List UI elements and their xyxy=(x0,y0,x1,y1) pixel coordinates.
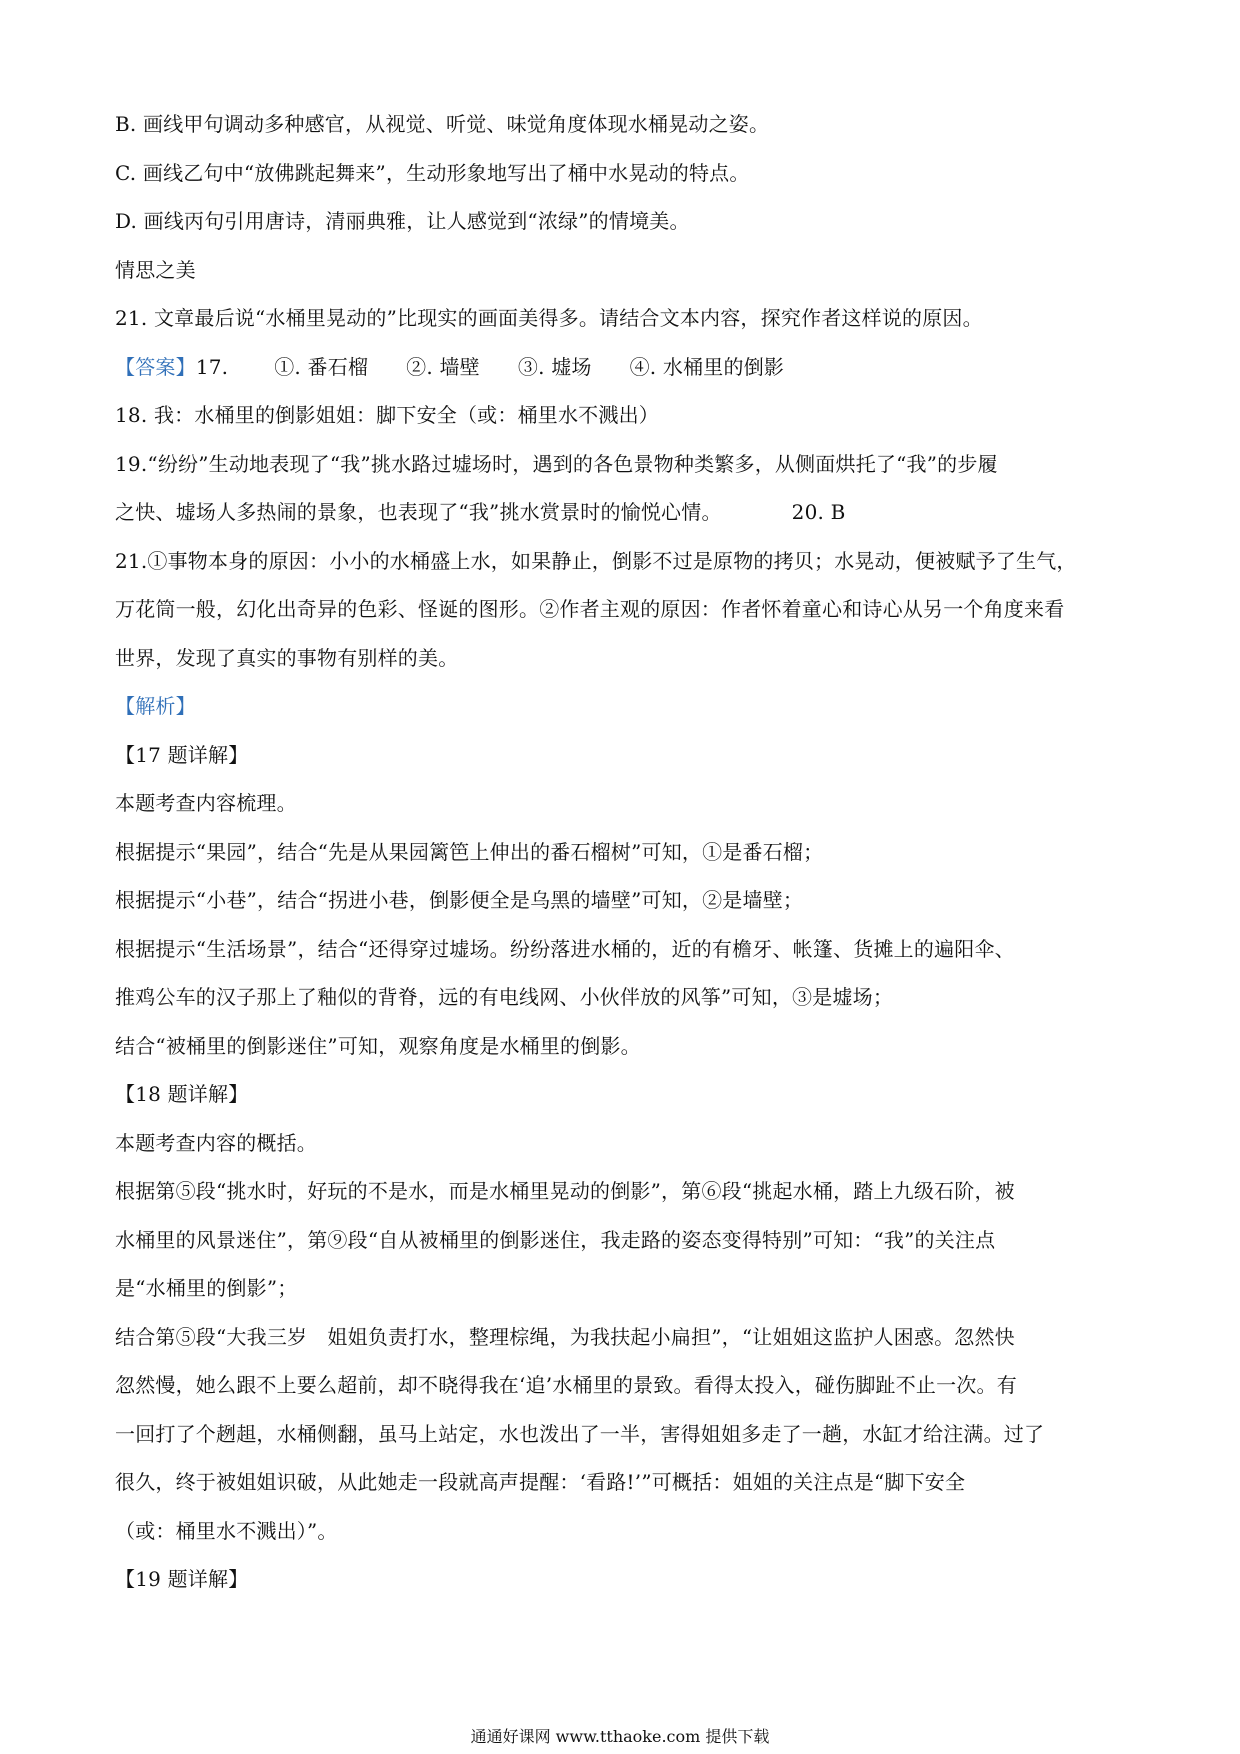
answer-item: ②. 墙壁 xyxy=(406,354,480,379)
detail-18-heading: 【18 题详解】 xyxy=(115,1082,249,1106)
question-21-line: 21. 文章最后说“水桶里晃动的”比现实的画面美得多。请结合文本内容，探究作者这样说的原因。 xyxy=(115,306,983,330)
answer-item: ③. 墟场 xyxy=(517,354,592,379)
detail-text: 结合第⑤段“大我三岁 姐姐负责打水，整理棕绳，为我扶起小扁担”，“让姐姐这监护人困惑。忽然快 xyxy=(115,1324,1015,1349)
answer-21-line: 万花筒一般，幻化出奇异的色彩、怪诞的图形。②作者主观的原因：作者怀着童心和诗心从另一个角度来看 xyxy=(115,597,1065,621)
answer-21-line: 21.①事物本身的原因：小小的水桶盛上水，如果静止，倒影不过是原物的拷贝；水晃动，便被赋予了生气， xyxy=(115,548,1077,573)
detail-text: 是“水桶里的倒影”； xyxy=(115,1276,298,1300)
option-b-line: B. 画线甲句调动多种感官，从视觉、听觉、味觉角度体现水桶晃动之姿。 xyxy=(115,112,770,136)
answer-line xyxy=(115,343,1135,392)
answer-19-line: 19.“纷纷”生动地表现了“我”挑水路过墟场时，遇到的各色景物种类繁多，从侧面烘托了“我”的步履 xyxy=(115,451,998,476)
detail-text: 忽然慢，她么跟不上要么超前，却不晓得我在‘追’水桶里的景致。看得太投入，碰伤脚趾不止一次。有 xyxy=(115,1373,1017,1397)
answer-label: 【答案】 xyxy=(115,354,196,379)
option-c-line: C. 画线乙句中“放佛跳起舞来”，生动形象地写出了桶中水晃动的特点。 xyxy=(115,160,750,185)
detail-text: 很久，终于被姐姐识破，从此她走一段就高声提醒：‘看路!’”可概括：姐姐的关注点是“脚下安全 xyxy=(115,1470,966,1494)
answer-20: 20. B xyxy=(791,500,846,524)
detail-19-heading: 【19 题详解】 xyxy=(115,1567,249,1591)
answer-18-line: 18. 我：水桶里的倒影姐姐：脚下安全（或：桶里水不溅出） xyxy=(115,403,659,427)
document-body xyxy=(115,100,1135,1604)
detail-17-heading: 【17 题详解】 xyxy=(115,742,249,767)
detail-text: 本题考查内容的概括。 xyxy=(115,1130,317,1155)
answer-21-line: 世界，发现了真实的事物有别样的美。 xyxy=(115,645,459,670)
answer-item: ④. 水桶里的倒影 xyxy=(629,354,785,379)
detail-text: 结合“被桶里的倒影迷住”可知，观察角度是水桶里的倒影。 xyxy=(115,1033,641,1058)
detail-text: 本题考查内容梳理。 xyxy=(115,791,297,815)
detail-text: 根据提示“生活场景”，结合“还得穿过墟场。纷纷落进水桶的，近的有檐牙、帐篷、货摊上的遍阳伞、 xyxy=(115,936,1015,961)
analysis-label: 【解析】 xyxy=(115,694,196,718)
answer-19-tail: 之快、墟场人多热闹的景象，也表现了“我”挑水赏景时的愉悦心情。 xyxy=(115,500,722,524)
detail-text: 根据提示“小巷”，结合“拐进小巷，倒影便全是乌黑的墙壁”可知，②是墙壁； xyxy=(115,888,804,912)
answer-19-continued xyxy=(115,488,1135,537)
section-heading: 情思之美 xyxy=(115,257,196,282)
answer-item: ①. 番石榴 xyxy=(274,354,369,379)
detail-text: 水桶里的风景迷住”，第⑨段“自从被桶里的倒影迷住，我走路的姿态变得特别”可知：“我”的关注点 xyxy=(115,1227,996,1252)
page-footer: 通通好课网 www.tthaoke.com 提供下载 xyxy=(470,1727,770,1746)
option-d-line: D. 画线丙句引用唐诗，清丽典雅，让人感觉到“浓绿”的情境美。 xyxy=(115,209,690,233)
detail-text: 根据提示“果园”，结合“先是从果园篱笆上伸出的番石榴树”可知，①是番石榴； xyxy=(115,839,824,864)
detail-text: 一回打了个趔趄，水桶侧翻，虽马上站定，水也泼出了一半，害得姐姐多走了一趟，水缸才给注满。过了 xyxy=(115,1421,1045,1446)
detail-text: （或：桶里水不溅出）”。 xyxy=(115,1518,338,1543)
detail-text: 推鸡公车的汉子那上了釉似的背脊，远的有电线网、小伙伴放的风筝”可知，③是墟场； xyxy=(115,985,894,1009)
detail-text: 根据第⑤段“挑水时，好玩的不是水，而是水桶里晃动的倒影”，第⑥段“挑起水桶，踏上九级石阶，被 xyxy=(115,1179,1015,1203)
answer-number: 17. xyxy=(195,354,229,379)
